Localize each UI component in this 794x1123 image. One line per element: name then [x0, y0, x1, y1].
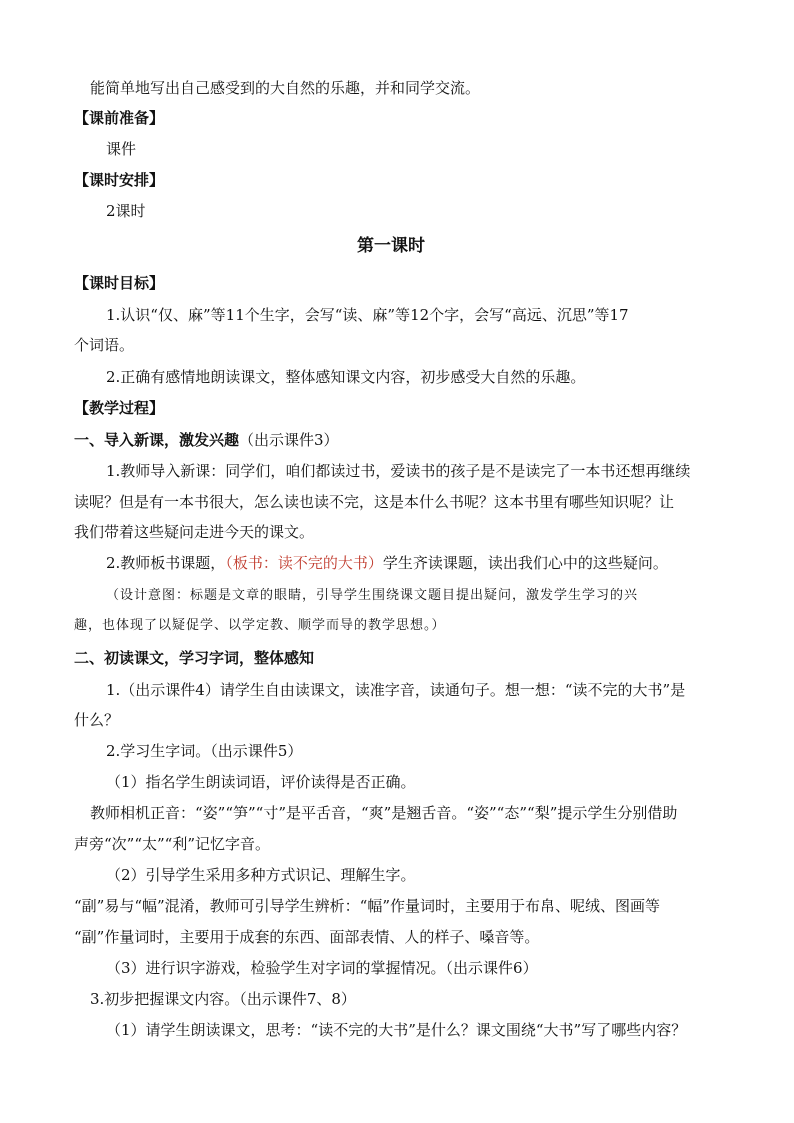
- prep-item: 课件: [106, 140, 137, 158]
- s2-para-2: 2.学习生字词。（出示课件5）: [106, 742, 303, 760]
- board-title: （板书：读不完的大书）: [225, 554, 383, 572]
- s2-item-3: （3）进行识字游戏，检验学生对字词的掌握情况。（出示课件6）: [106, 959, 538, 977]
- s2-correction-line-2: 声旁“次”“太”“利”记忆字音。: [74, 835, 271, 853]
- process-heading: 【教学过程】: [74, 399, 165, 417]
- s1-para-1-line-1: 1.教师导入新课：同学们，咱们都读过书，爱读书的孩子是不是读完了一本书还想再继续: [106, 462, 691, 480]
- design-intent-line-1: （设计意图：标题是文章的眼睛，引导学生围绕课文题目提出疑问，激发学生学习的兴: [106, 588, 639, 603]
- s1-para-2-pre: 2.教师板书课题，: [106, 554, 226, 572]
- section-1-heading: 一、导入新课，激发兴趣: [74, 431, 240, 449]
- s2-correction-line-1: 教师相机正音：“姿”“笋”“寸”是平舌音，“爽”是翘舌音。“姿”“态”“梨”提示学生分别借助: [90, 804, 678, 822]
- objective-1-line-2: 个词语。: [74, 336, 135, 354]
- s2-item-1: （1）指名学生朗读词语，评价读得是否正确。: [106, 773, 416, 791]
- schedule-heading: 【课时安排】: [74, 171, 165, 189]
- s1-para-2: [106, 553, 668, 573]
- objective-1-line-1: 1.认识“仅、麻”等11个生字，会写“读、麻”等12个字，会写“高远、沉思”等17: [106, 306, 629, 324]
- s2-para-1-line-1: 1.（出示课件4）请学生自由读课文，读准字音，读通句子。想一想：“读不完的大书”是: [106, 681, 686, 699]
- prep-heading: 【课前准备】: [74, 109, 165, 127]
- s2-para-3: 3.初步把握课文内容。（出示课件7、8）: [90, 990, 356, 1008]
- design-intent-line-2: 趣，也体现了以疑促学、以学定教、顺学而导的教学思想。）: [74, 618, 446, 633]
- s2-para-1-line-2: 什么？: [74, 711, 120, 729]
- goal-line: 能简单地写出自己感受到的大自然的乐趣，并和同学交流。: [90, 79, 481, 97]
- s1-para-1-line-3: 我们带着这些疑问走进今天的课文。: [74, 523, 315, 541]
- section-1-heading-line: [74, 430, 339, 450]
- s2-item-2: （2）引导学生采用多种方式识记、理解生字。: [106, 866, 416, 884]
- schedule-item: 2课时: [106, 202, 146, 220]
- s2-note-line-2: “副”作量词时，主要用于成套的东西、面部表情、人的样子、嗓音等。: [74, 928, 540, 946]
- section-2-heading: 二、初读课文，学习字词，整体感知: [74, 649, 315, 667]
- lesson-title: 第一课时: [357, 236, 425, 256]
- s1-para-2-post: 学生齐读课题，读出我们心中的这些疑问。: [382, 554, 668, 572]
- s1-para-1-line-2: 读呢？但是有一本书很大，怎么读也读不完，这是本什么书呢？这本书里有哪些知识呢？让: [74, 493, 675, 511]
- section-1-note: （出示课件3）: [239, 431, 339, 449]
- objective-2: 2.正确有感情地朗读课文，整体感知课文内容，初步感受大自然的乐趣。: [106, 368, 586, 386]
- objective-heading: 【课时目标】: [74, 274, 165, 292]
- s2-para-3-item-1: （1）请学生朗读课文，思考：“读不完的大书”是什么？课文围绕“大书”写了哪些内容？: [106, 1021, 687, 1039]
- s2-note-line-1: “副”易与“幅”混淆，教师可引导学生辨析：“幅”作量词时，主要用于布帛、呢绒、图画等: [74, 897, 661, 915]
